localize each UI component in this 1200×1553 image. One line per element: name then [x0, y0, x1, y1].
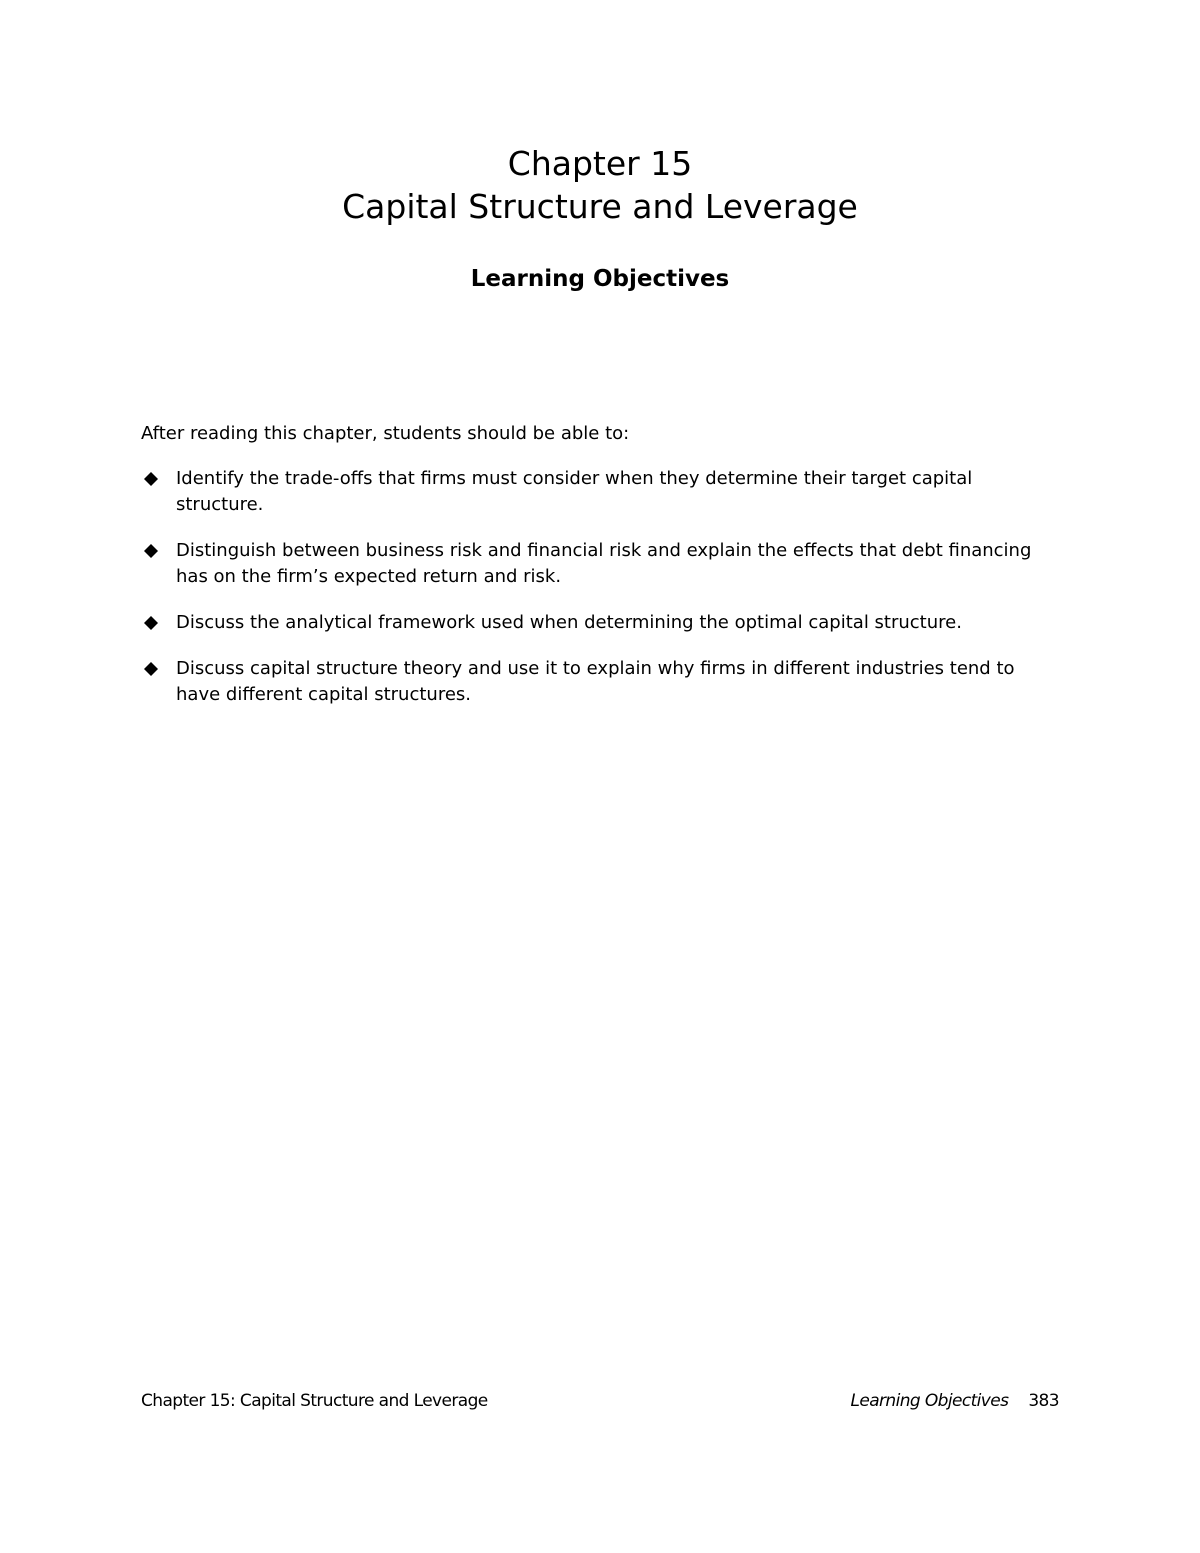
objective-item: [141, 538, 1061, 590]
chapter-title: Capital Structure and Leverage: [342, 187, 858, 226]
objective-item: [141, 466, 1061, 518]
intro-text: After reading this chapter, students should be able to:: [141, 423, 630, 444]
footer-right: [850, 1388, 1059, 1414]
page-number: 383: [1028, 1391, 1059, 1411]
objective-item: [141, 656, 1061, 708]
section-heading: Learning Objectives: [470, 266, 730, 292]
objective-text: Identify the trade-offs that firms must consider when they determine their target capital structure.: [176, 468, 973, 515]
objective-text: Distinguish between business risk and financial risk and explain the effects that debt financing has on the firm’s expected return and risk.: [176, 540, 1032, 587]
objective-text: Discuss capital structure theory and use it to explain why firms in different industries tend to have different capital structures.: [176, 658, 1015, 705]
objective-item: [141, 610, 1061, 636]
diamond-bullet-icon: [144, 472, 158, 486]
diamond-bullet-icon: [144, 662, 158, 676]
footer-section-name: Learning Objectives: [850, 1391, 1009, 1411]
objectives-list: [141, 466, 1061, 728]
objective-text: Discuss the analytical framework used when determining the optimal capital structure.: [176, 612, 962, 633]
footer-chapter-title: Chapter 15: Capital Structure and Leverage: [141, 1391, 488, 1411]
chapter-number: Chapter 15: [507, 144, 693, 183]
diamond-bullet-icon: [144, 544, 158, 558]
diamond-bullet-icon: [144, 616, 158, 630]
